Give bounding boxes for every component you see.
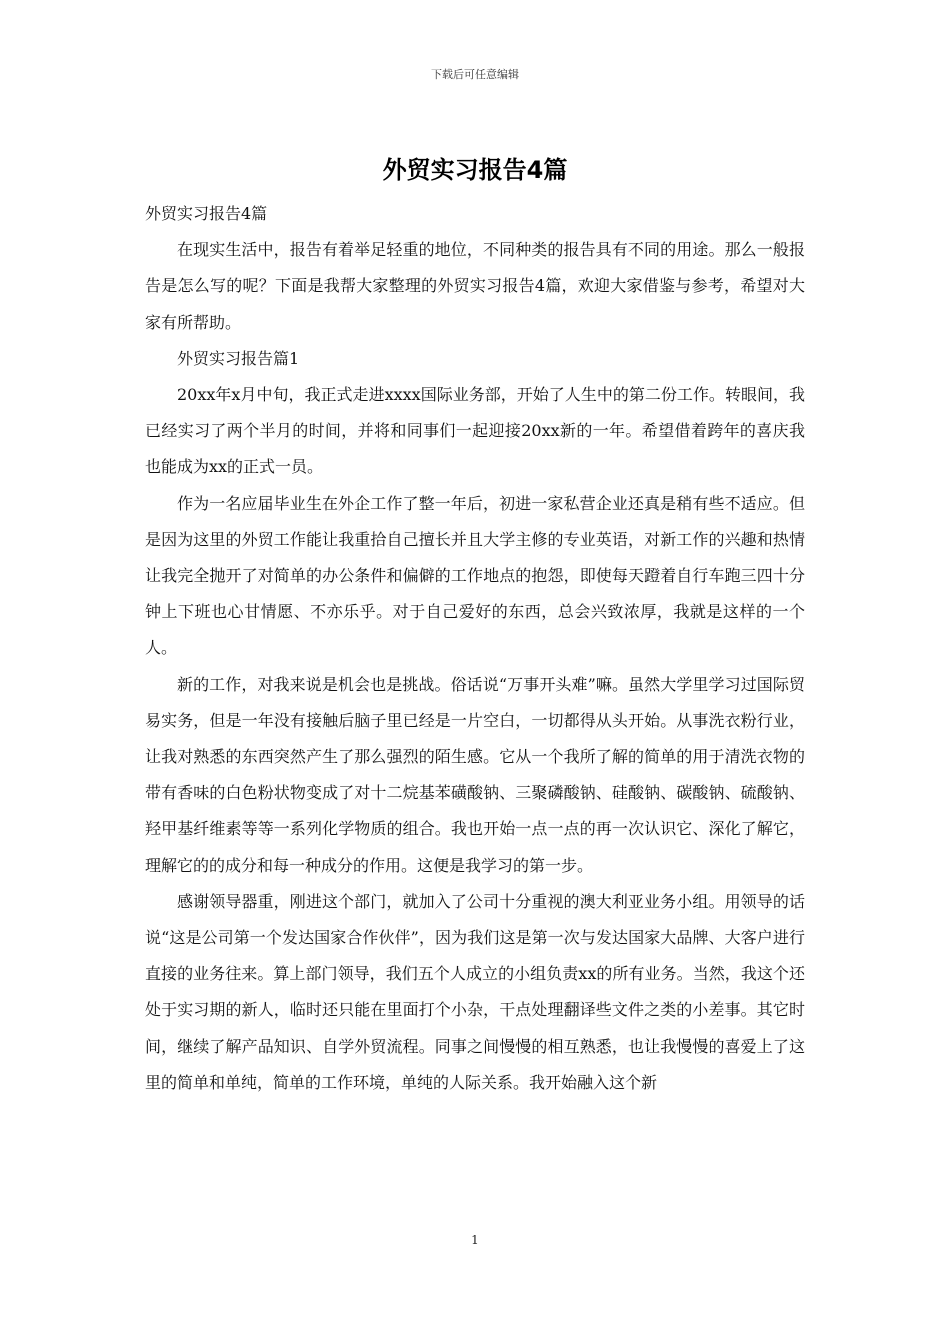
document-title: 外贸实习报告4篇 <box>382 156 568 184</box>
paragraph: 作为一名应届毕业生在外企工作了整一年后，初进一家私营企业还真是稍有些不适应。但是因为这里的外贸工作能让我重拾自己擅长并且大学主修的专业英语，对新工作的兴趣和热情让我完全抛开了对简单的办公条件和偏僻的工作地点的抱怨，即使每天蹬着自行车跑三四十分钟上下班也心甘情愿、不亦乐乎。对于自己爱好的东西，总会兴致浓厚，我就是这样的一个人。 <box>145 493 805 658</box>
page-number: 1 <box>471 1233 479 1247</box>
paragraph-intro: 在现实生活中，报告有着举足轻重的地位，不同种类的报告具有不同的用途。那么一般报告是怎么写的呢？下面是我帮大家整理的外贸实习报告4篇，欢迎大家借鉴与参考，希望对大家有所帮助。 <box>145 240 805 332</box>
paragraph: 感谢领导器重，刚进这个部门，就加入了公司十分重视的澳大利亚业务小组。用领导的话说“这是公司第一个发达国家合作伙伴”，因为我们这是第一次与发达国家大品牌、大客户进行直接的业务往来。算上部门领导，我们五个人成立的小组负责xx的所有业务。当然，我这个还处于实习期的新人，临时还只能在里面打个小杂，干点处理翻译些文件之类的小差事。其它时间，继续了解产品知识、自学外贸流程。同事之间慢慢的相互熟悉，也让我慢慢的喜爱上了这里的简单和单纯，简单的工作环境，单纯的人际关系。我开始融入这个新 <box>145 891 805 1092</box>
paragraph: 20xx年x月中旬，我正式走进xxxx国际业务部，开始了人生中的第二份工作。转眼间，我已经实习了两个半月的时间，并将和同事们一起迎接20xx新的一年。希望借着跨年的喜庆我也能成为xx的正式一员。 <box>145 385 805 477</box>
document-subtitle: 外贸实习报告4篇 <box>145 204 268 223</box>
paragraph: 新的工作，对我来说是机会也是挑战。俗话说“万事开头难”嘛。虽然大学里学习过国际贸易实务，但是一年没有接触后脑子里已经是一片空白，一切都得从头开始。从事洗衣粉行业，让我对熟悉的东西突然产生了那么强烈的陌生感。它从一个我所了解的简单的用于清洗衣物的带有香味的白色粉状物变成了对十二烷基苯磺酸钠、三聚磷酸钠、硅酸钠、碳酸钠、硫酸钠、羟甲基纤维素等等一系列化学物质的组合。我也开始一点一点的再一次认识它、深化了解它，理解它的的成分和每一种成分的作用。这便是我学习的第一步。 <box>145 674 805 875</box>
header-note: 下载后可任意编辑 <box>431 68 519 81</box>
document-body <box>145 196 805 1101</box>
section-heading: 外贸实习报告篇1 <box>177 348 300 368</box>
